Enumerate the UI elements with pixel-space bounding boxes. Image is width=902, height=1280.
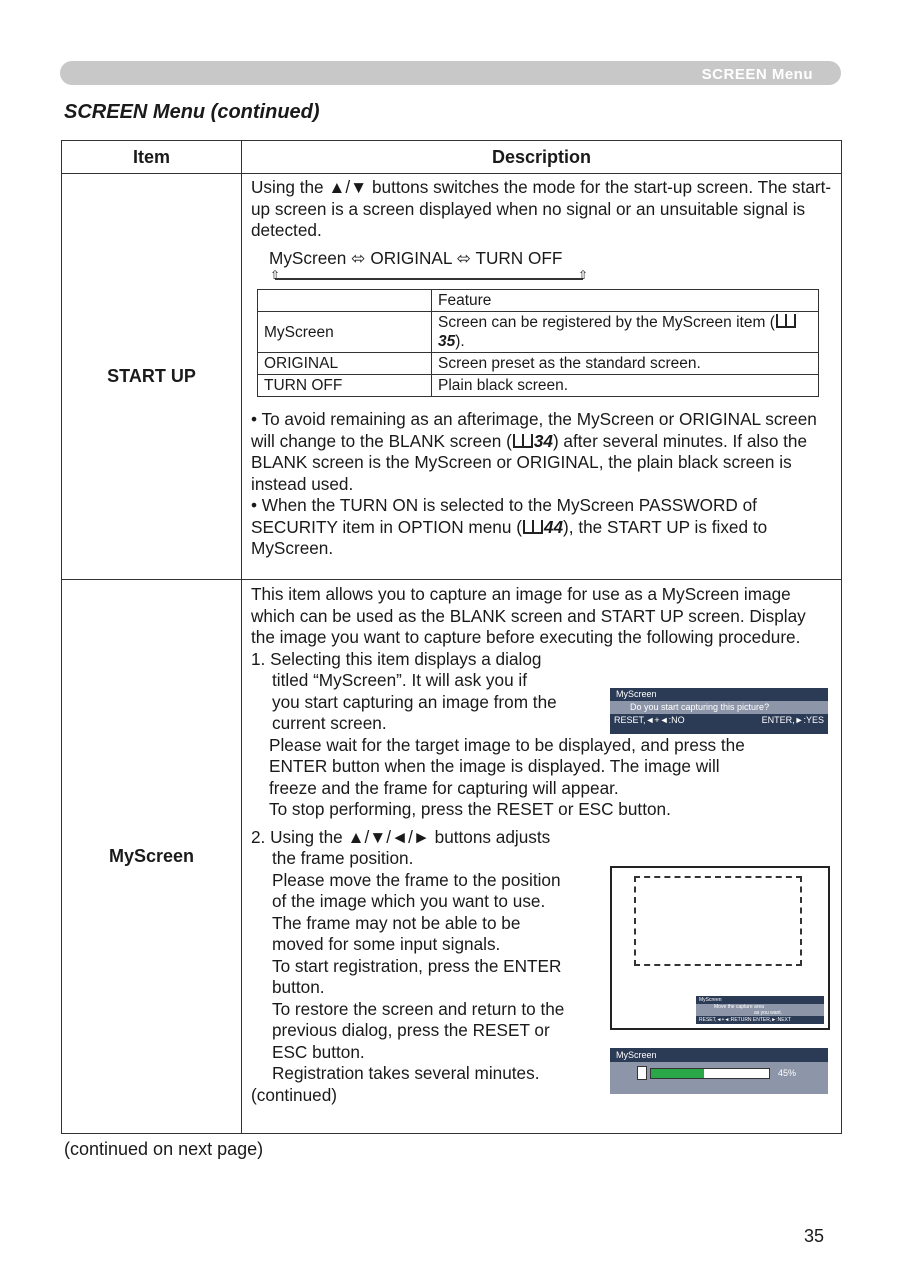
step-line: moved for some input signals. <box>272 934 501 954</box>
start-up-note-2 <box>251 495 833 560</box>
step-line: To restore the screen and return to the <box>272 998 565 1019</box>
table-row <box>258 312 819 353</box>
note-text: • To avoid remaining as an afterimage, the MyScreen or ORIGINAL screen will change to the BLANK screen ( <box>251 409 817 451</box>
mode-cell: MyScreen <box>258 312 432 353</box>
description-start-up <box>242 174 842 580</box>
progress-title: MyScreen <box>616 1050 657 1060</box>
capture-frame-screen <box>610 866 830 1030</box>
step-line: To stop performing, press the RESET or ESC button. <box>269 799 671 819</box>
table-row <box>258 375 819 397</box>
step-line: To start registration, press the ENTER <box>272 955 562 976</box>
page-title: SCREEN Menu (continued) <box>64 101 320 123</box>
feature-table-header <box>258 290 819 312</box>
table-row <box>258 353 819 375</box>
item-myscreen: MyScreen <box>62 580 242 1134</box>
feature-header: Feature <box>432 290 819 312</box>
table-row <box>62 174 842 580</box>
step-line: 2. Using the ▲/▼/◄/► buttons adjusts <box>251 826 551 847</box>
dialog-no-key: RESET,◄+◄:NO <box>614 715 685 725</box>
step-line: current screen. <box>272 713 387 733</box>
mini-keys: RESET,◄+◄:RETURN ENTER,►:NEXT <box>699 1017 791 1023</box>
capture-dialog <box>610 688 828 734</box>
step-line: 1. Selecting this item displays a dialog <box>251 648 542 669</box>
dialog-yes-key: ENTER,►:YES <box>761 715 824 725</box>
cycle-return-arrow: ⇧ ⇧ <box>270 268 588 282</box>
section-label: SCREEN Menu <box>701 66 813 83</box>
note-text: ) after several minutes. If also the BLANK screen is the MyScreen or ORIGINAL, the plain black screen is instead used. <box>251 430 808 494</box>
step-line: titled “MyScreen”. It will ask you if <box>272 670 528 690</box>
dialog-message: Do you start capturing this picture? <box>610 701 828 714</box>
step-line: Please wait for the target image to be displayed, and press the <box>269 734 745 755</box>
book-icon <box>776 314 796 328</box>
dialog-title: MyScreen <box>616 689 657 699</box>
note-text: • When the TURN ON is selected to the MyScreen PASSWORD of SECURITY item in OPTION menu ( <box>251 495 757 537</box>
mode-cell: ORIGINAL <box>258 353 432 375</box>
step-line: the frame position. <box>272 848 414 868</box>
step-line: Please move the frame to the position <box>272 869 561 890</box>
mini-line: Move the capture area <box>696 1004 824 1010</box>
continued-on-next-page: (continued on next page) <box>64 1139 264 1159</box>
step-line: freeze and the frame for capturing will appear. <box>269 777 619 798</box>
capture-frame <box>634 876 802 966</box>
section-header-bar <box>60 61 841 85</box>
start-up-intro: Using the ▲/▼ buttons switches the mode for the start-up screen. The start-up screen is a screen displayed when no signal or an unsuitable signal is detected. <box>251 177 832 240</box>
mode-cell: TURN OFF <box>258 375 432 397</box>
registration-progress-dialog <box>610 1048 828 1094</box>
feature-text-end: ). <box>455 333 465 350</box>
item-start-up: START UP <box>62 174 242 580</box>
table-header-row <box>62 141 842 174</box>
step-line: of the image which you want to use. <box>272 891 546 911</box>
page-number: 35 <box>804 1226 825 1246</box>
note-text: ), the START UP is fixed to MyScreen. <box>251 516 768 558</box>
mini-line: as you want. <box>696 1010 824 1016</box>
step-line: Registration takes several minutes. <box>272 1063 540 1083</box>
hourglass-icon <box>637 1066 647 1080</box>
feature-text: Screen can be registered by the MyScreen item ( <box>438 314 775 331</box>
move-area-dialog <box>696 996 824 1024</box>
step-1 <box>251 649 833 821</box>
column-header-item: Item <box>62 141 242 174</box>
mode-cycle: MyScreen ⬄ ORIGINAL ⬄ TURN OFF <box>269 247 563 268</box>
step-line: previous dialog, press the RESET or <box>272 1020 550 1040</box>
book-icon <box>513 434 533 448</box>
step-line: button. <box>272 977 325 997</box>
feature-table <box>257 289 819 397</box>
step-line: ESC button. <box>272 1041 365 1062</box>
book-icon <box>523 520 543 534</box>
step-line: ENTER button when the image is displayed. The image will <box>269 756 720 776</box>
step-line: The frame may not be able to be <box>272 912 521 933</box>
column-header-description: Description <box>242 141 842 174</box>
feature-cell <box>432 312 819 353</box>
myscreen-intro: This item allows you to capture an image for use as a MyScreen image which can be used as the BLANK screen and START UP screen. Display the image you want to capture before executing the following procedure. <box>251 584 806 647</box>
mini-title: MyScreen <box>699 997 722 1003</box>
step-line: you start capturing an image from the <box>272 691 557 712</box>
progress-fill <box>651 1069 704 1078</box>
page-ref: 34 <box>533 430 553 451</box>
continued-note: (continued) <box>251 1084 337 1105</box>
feature-cell: Plain black screen. <box>432 375 819 397</box>
progress-track <box>650 1068 770 1079</box>
progress-percent: 45% <box>778 1068 797 1078</box>
feature-cell: Screen preset as the standard screen. <box>432 353 819 375</box>
page-ref: 44 <box>543 516 564 537</box>
page-ref: 35 <box>438 333 456 350</box>
start-up-note-1 <box>251 409 833 495</box>
